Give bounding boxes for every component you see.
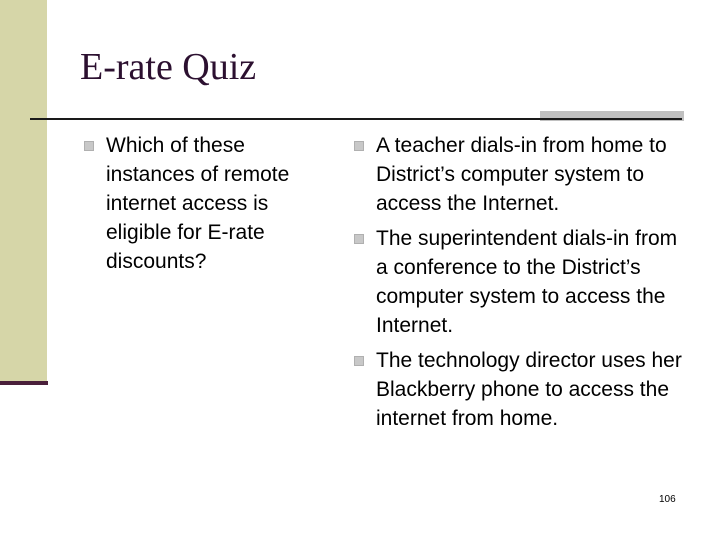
bullet-item <box>84 131 334 276</box>
square-bullet-icon <box>84 141 94 151</box>
bullet-item <box>354 131 684 218</box>
square-bullet-icon <box>354 141 364 151</box>
right-column <box>354 131 684 439</box>
bullet-text: The superintendent dials-in from a conference to the District’s computer system to access the Internet. <box>376 227 678 337</box>
square-bullet-icon <box>354 356 364 366</box>
bullet-item <box>354 224 684 340</box>
bullet-item <box>354 346 684 433</box>
slide-title: E-rate Quiz <box>80 46 257 88</box>
bullet-text: The technology director uses her Blackberry phone to access the internet from home. <box>376 349 682 430</box>
square-bullet-icon <box>354 234 364 244</box>
bullet-text: A teacher dials-in from home to District’s computer system to access the Internet. <box>376 134 667 215</box>
page-number: 106 <box>659 494 676 505</box>
side-accent-line <box>0 381 48 385</box>
side-accent-bar <box>0 0 47 382</box>
title-rule <box>30 118 682 120</box>
bullet-text: Which of these instances of remote internet access is eligible for E-rate discounts? <box>106 134 290 273</box>
left-column <box>84 131 334 282</box>
